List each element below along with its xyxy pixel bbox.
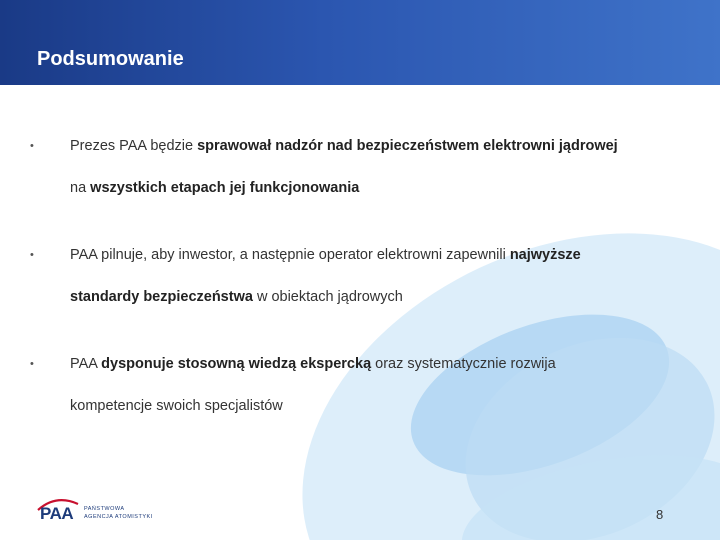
bold-text-run: najwyższe xyxy=(509,247,581,263)
page-number: 8 xyxy=(656,507,664,522)
bold-text-run: standardy bezpieczeństwa xyxy=(70,289,253,305)
bullet-line xyxy=(70,285,700,310)
logo-text xyxy=(84,505,153,521)
bullet-list xyxy=(30,134,700,419)
bullet-line xyxy=(70,134,700,159)
text-run: PAA pilnuje, aby inwestor, a następnie operator elektrowni zapewnili xyxy=(70,247,510,263)
paa-logo xyxy=(34,496,164,530)
bullet-item xyxy=(30,134,700,201)
text-run: w obiektach jądrowych xyxy=(252,289,403,305)
bullet-line xyxy=(70,243,700,268)
text-run: oraz systematycznie rozwija xyxy=(371,356,556,372)
text-run: PAA xyxy=(70,356,102,372)
bold-text-run: wszystkich etapach jej funkcjonowania xyxy=(90,180,360,196)
bullet-marker: • xyxy=(30,358,34,370)
text-run: na xyxy=(70,180,91,196)
slide-title: Podsumowanie xyxy=(37,48,184,70)
logo-mark: PAA xyxy=(40,504,74,523)
text-run: Prezes PAA będzie xyxy=(70,138,198,154)
bullet-marker: • xyxy=(30,249,34,261)
text-run: kompetencje swoich specjalistów xyxy=(70,398,283,414)
bullet-marker: • xyxy=(30,140,34,152)
logo-text-line2: AGENCJA ATOMISTYKI xyxy=(84,514,153,520)
bullet-item xyxy=(30,352,700,419)
bold-text-run: sprawował nadzór nad bezpieczeństwem elektrowni jądrowej xyxy=(197,138,618,154)
bullet-line xyxy=(70,394,700,419)
bold-text-run: dysponuje stosowną wiedzą ekspercką xyxy=(101,356,372,372)
bullet-item xyxy=(30,243,700,310)
logo-text-line1: PAŃSTWOWA xyxy=(84,506,125,512)
bullet-line xyxy=(70,176,700,201)
bullet-line xyxy=(70,352,700,377)
